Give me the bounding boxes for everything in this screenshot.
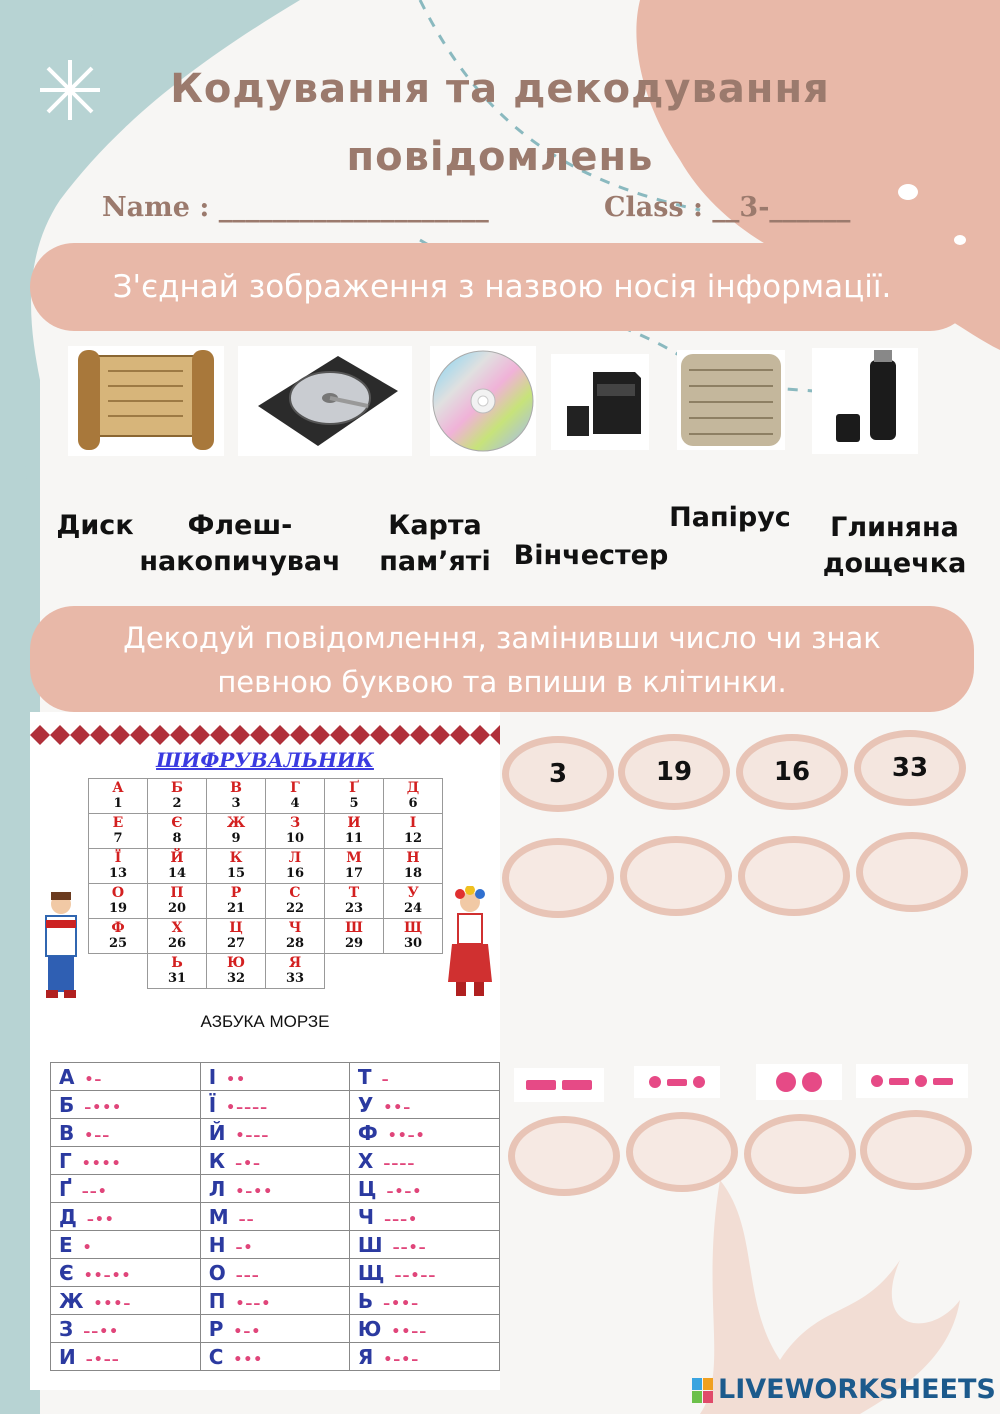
morse-letter: Ю <box>357 1316 382 1341</box>
cipher-cell <box>207 849 266 884</box>
dot-mark <box>649 1076 661 1088</box>
number-oval-1: 3 <box>502 736 614 812</box>
morse-letter: Щ <box>357 1260 385 1285</box>
cipher-letter: Н <box>406 850 420 866</box>
number-oval-4: 33 <box>854 730 966 806</box>
cipher-letter: Р <box>230 885 242 901</box>
morse-row <box>51 1259 500 1287</box>
morse-row <box>51 1063 500 1091</box>
morse-cell <box>51 1175 201 1203</box>
morse-cell <box>51 1231 201 1259</box>
cipher-empty-cell <box>384 954 443 989</box>
cipher-letter: Е <box>112 815 124 831</box>
cipher-row <box>89 779 443 814</box>
morse-code: –––– <box>383 1155 416 1172</box>
cipher-cell <box>207 919 266 954</box>
cipher-number: 2 <box>172 796 182 811</box>
cipher-number: 6 <box>408 796 418 811</box>
cipher-cell <box>384 849 443 884</box>
morse-letter: С <box>208 1344 224 1369</box>
cipher-cell <box>325 779 384 814</box>
cipher-letter: Щ <box>403 920 423 936</box>
cipher-number: 32 <box>226 971 246 986</box>
cipher-number: 16 <box>285 866 305 881</box>
morse-letter: Е <box>59 1232 73 1257</box>
morse-letter: В <box>59 1120 75 1145</box>
task2-banner <box>30 606 974 712</box>
cipher-cell <box>89 884 148 919</box>
scroll-icon[interactable] <box>68 346 224 456</box>
dash-mark <box>667 1079 687 1086</box>
morse-cell <box>349 1147 499 1175</box>
dot-mark <box>693 1076 705 1088</box>
morse-letter: З <box>59 1316 74 1341</box>
cipher-number: 14 <box>167 866 187 881</box>
cipher-letter: Ю <box>226 955 246 971</box>
morse-code: ••• <box>233 1351 264 1368</box>
morse-code: ––•• <box>83 1323 120 1340</box>
morse-code: •••• <box>81 1155 122 1172</box>
dot-mark <box>802 1072 822 1092</box>
cipher-letter: О <box>111 885 125 901</box>
morse-letter: Ф <box>357 1120 378 1145</box>
morse-cell <box>51 1287 201 1315</box>
task1-banner: З'єднай зображення з назвою носія інформації. <box>30 243 974 331</box>
label-papyrus[interactable]: Папірус <box>669 502 791 533</box>
cipher-letter: Я <box>288 955 302 971</box>
morse-cell <box>349 1203 499 1231</box>
cipher-letter: Є <box>171 815 183 831</box>
morse-code: •–•– <box>383 1351 420 1368</box>
task2-line1: Декодуй повідомлення, замінивши число чи знак <box>123 621 881 655</box>
cipher-cell <box>207 779 266 814</box>
cipher-letter: Й <box>170 850 184 866</box>
cipher-empty-cell <box>89 954 148 989</box>
morse-cell <box>200 1231 349 1259</box>
morse-code: •• <box>226 1071 247 1088</box>
cipher-number: 28 <box>285 936 305 951</box>
morse-code: –•– <box>235 1155 262 1172</box>
cipher-cell <box>266 814 325 849</box>
morse-cell <box>200 1175 349 1203</box>
morse-code: •••– <box>93 1295 132 1312</box>
cipher-cell <box>325 884 384 919</box>
morse-letter: Ґ <box>59 1176 72 1201</box>
cipher-letter: В <box>230 780 242 796</box>
dot-mark <box>915 1075 927 1087</box>
morse-code: •––– <box>235 1127 270 1144</box>
morse-cell <box>349 1091 499 1119</box>
morse-row <box>51 1119 500 1147</box>
cipher-row <box>89 954 443 989</box>
morse-cell <box>200 1063 349 1091</box>
cipher-cell <box>148 814 207 849</box>
morse-cell <box>51 1147 201 1175</box>
morse-row <box>51 1315 500 1343</box>
morse-answer-input-1[interactable] <box>508 1116 620 1196</box>
dash-mark <box>562 1080 592 1090</box>
morse-letter: І <box>208 1064 217 1089</box>
cipher-cell <box>384 919 443 954</box>
cipher-letter: Ї <box>114 850 122 866</box>
cipher-number: 15 <box>226 866 246 881</box>
cipher-cell <box>207 954 266 989</box>
morse-letter: И <box>59 1344 76 1369</box>
morse-letter: М <box>208 1204 229 1229</box>
morse-cell <box>200 1147 349 1175</box>
cipher-row <box>89 814 443 849</box>
cipher-cell <box>148 954 207 989</box>
morse-code: •–•• <box>235 1183 274 1200</box>
cipher-cell <box>148 919 207 954</box>
cipher-cell <box>89 919 148 954</box>
cipher-letter: М <box>346 850 362 866</box>
cipher-letter: К <box>229 850 243 866</box>
morse-row <box>51 1091 500 1119</box>
cipher-cell <box>266 849 325 884</box>
morse-cell <box>200 1119 349 1147</box>
label-clay[interactable]: Глиняна дощечка <box>822 512 967 579</box>
cipher-number: 22 <box>285 901 305 916</box>
cipher-number: 10 <box>285 831 305 846</box>
morse-code: –• <box>235 1239 254 1256</box>
morse-panel <box>30 1000 500 1390</box>
morse-letter: К <box>208 1148 226 1173</box>
morse-letter: Г <box>59 1148 72 1173</box>
morse-code: –••– <box>383 1295 420 1312</box>
label-hdd[interactable]: Вінчестер <box>513 540 669 571</box>
morse-cell <box>349 1119 499 1147</box>
cipher-number: 18 <box>403 866 423 881</box>
morse-table <box>50 1062 500 1371</box>
cipher-cell <box>266 954 325 989</box>
morse-symbol-2 <box>634 1066 720 1098</box>
morse-code: –––• <box>384 1211 419 1228</box>
cipher-number: 4 <box>290 796 300 811</box>
morse-code: –•–• <box>386 1183 423 1200</box>
morse-symbol-4 <box>856 1064 968 1098</box>
cipher-letter: У <box>407 885 419 901</box>
cipher-cell <box>325 849 384 884</box>
cipher-row <box>89 849 443 884</box>
morse-code: –•• <box>86 1211 115 1228</box>
morse-letter: Р <box>208 1316 224 1341</box>
morse-row <box>51 1231 500 1259</box>
morse-answer-input-2[interactable] <box>626 1112 738 1192</box>
cipher-letter: Г <box>290 780 300 796</box>
morse-code: •–– <box>84 1127 111 1144</box>
cipher-number: 12 <box>403 831 423 846</box>
morse-code: •–• <box>233 1323 262 1340</box>
cipher-letter: Ґ <box>349 780 359 796</box>
morse-symbol-3 <box>756 1064 842 1100</box>
morse-code: ––• <box>81 1183 108 1200</box>
cipher-row <box>89 919 443 954</box>
cipher-cell <box>384 779 443 814</box>
cipher-letter: Д <box>406 780 420 796</box>
cipher-cell <box>384 884 443 919</box>
morse-cell <box>51 1343 201 1371</box>
cipher-number: 19 <box>108 901 128 916</box>
morse-letter: Б <box>59 1092 75 1117</box>
cipher-table <box>88 778 443 989</box>
cipher-number: 17 <box>344 866 364 881</box>
morse-letter: Є <box>59 1260 74 1285</box>
dash-mark <box>889 1078 909 1085</box>
label-disk[interactable]: Диск <box>56 510 134 541</box>
morse-cell <box>200 1343 349 1371</box>
memory-card-icon[interactable] <box>551 354 649 450</box>
dash-mark <box>933 1078 953 1085</box>
title-line2: повідомлень <box>346 134 654 180</box>
cipher-letter: С <box>289 885 301 901</box>
cipher-cell <box>325 919 384 954</box>
morse-cell <box>200 1259 349 1287</box>
morse-letter: Я <box>357 1344 374 1369</box>
morse-cell <box>51 1315 201 1343</box>
morse-answer-input-3[interactable] <box>744 1114 856 1194</box>
morse-cell <box>349 1231 499 1259</box>
morse-letter: П <box>208 1288 226 1313</box>
morse-letter: Й <box>208 1120 226 1145</box>
cipher-cell <box>266 779 325 814</box>
morse-letter: Н <box>208 1232 226 1257</box>
cipher-number: 9 <box>231 831 241 846</box>
cipher-letter: І <box>409 815 417 831</box>
cipher-row <box>89 884 443 919</box>
morse-symbol-1 <box>514 1068 604 1102</box>
cipher-number: 30 <box>403 936 423 951</box>
cipher-letter: Ж <box>226 815 246 831</box>
cd-icon[interactable] <box>430 346 536 456</box>
girl-figure-icon <box>440 886 500 1002</box>
class-field[interactable]: Class : __3-______ <box>604 192 851 223</box>
morse-cell <box>349 1175 499 1203</box>
morse-row <box>51 1147 500 1175</box>
cipher-number: 31 <box>167 971 187 986</box>
morse-cell <box>51 1091 201 1119</box>
cipher-cell <box>89 814 148 849</box>
morse-cell <box>349 1259 499 1287</box>
morse-letter: Х <box>357 1148 374 1173</box>
cipher-number: 24 <box>403 901 423 916</box>
cipher-number: 3 <box>231 796 241 811</box>
dot-mark <box>871 1075 883 1087</box>
cipher-letter: П <box>170 885 184 901</box>
morse-row <box>51 1287 500 1315</box>
cipher-letter: Т <box>348 885 360 901</box>
hard-drive-icon[interactable] <box>238 346 412 456</box>
morse-row <box>51 1203 500 1231</box>
dot-mark <box>776 1072 796 1092</box>
cipher-number: 1 <box>113 796 123 811</box>
number-oval-3: 16 <box>736 734 848 810</box>
cipher-number: 26 <box>167 936 187 951</box>
morse-letter: Ш <box>357 1232 383 1257</box>
morse-code: •–––– <box>226 1099 269 1116</box>
cipher-number: 23 <box>344 901 364 916</box>
morse-letter: Ц <box>357 1176 377 1201</box>
cipher-letter: З <box>289 815 301 831</box>
cipher-letter: Ц <box>229 920 243 936</box>
morse-cell <box>349 1315 499 1343</box>
morse-code: ••– <box>383 1099 412 1116</box>
cipher-cell <box>148 779 207 814</box>
cipher-letter: Б <box>171 780 183 796</box>
morse-letter: Ж <box>59 1288 84 1313</box>
cipher-number: 7 <box>113 831 123 846</box>
clay-tablet-icon[interactable] <box>677 350 785 450</box>
cipher-number: 27 <box>226 936 246 951</box>
cipher-number: 25 <box>108 936 128 951</box>
liveworksheets-logo-icon <box>692 1378 714 1404</box>
morse-code: ••–• <box>387 1127 426 1144</box>
label-memory-card[interactable]: Карта пам’яті <box>379 510 491 577</box>
morse-title: АЗБУКА МОРЗЕ <box>200 1012 330 1031</box>
morse-letter: Ї <box>208 1092 217 1117</box>
dash-mark <box>526 1080 556 1090</box>
cipher-number: 8 <box>172 831 182 846</box>
label-flash[interactable]: Флеш- накопичувач <box>139 510 341 577</box>
cipher-title: ШИФРУВАЛЬНИК <box>156 748 374 772</box>
morse-code: •– <box>84 1071 103 1088</box>
cipher-number: 29 <box>344 936 364 951</box>
morse-cell <box>200 1315 349 1343</box>
morse-letter: О <box>208 1260 226 1285</box>
morse-cell <box>349 1287 499 1315</box>
cipher-panel <box>30 712 500 1002</box>
morse-code: –••• <box>84 1099 123 1116</box>
cipher-cell <box>384 814 443 849</box>
morse-cell <box>51 1119 201 1147</box>
task2-line2: певною буквою та впиши в клітинки. <box>217 665 787 699</box>
morse-cell <box>51 1259 201 1287</box>
cipher-letter: Ь <box>171 955 183 971</box>
answer-input-4[interactable] <box>856 832 968 912</box>
cipher-number: 5 <box>349 796 359 811</box>
cipher-number: 21 <box>226 901 246 916</box>
cipher-letter: Ш <box>345 920 363 936</box>
morse-code: • <box>82 1239 93 1256</box>
cipher-cell <box>148 884 207 919</box>
cipher-cell <box>207 884 266 919</box>
morse-letter: А <box>59 1064 75 1089</box>
morse-letter: Л <box>208 1176 226 1201</box>
cipher-cell <box>325 814 384 849</box>
cipher-number: 33 <box>285 971 305 986</box>
title-line1: Кодування та декодування <box>170 66 830 112</box>
morse-letter: Ч <box>357 1204 375 1229</box>
morse-code: ••–•• <box>83 1267 132 1284</box>
morse-cell <box>349 1343 499 1371</box>
morse-answer-input-4[interactable] <box>860 1110 972 1190</box>
morse-row <box>51 1343 500 1371</box>
name-field[interactable]: Name : ____________________ <box>102 192 489 223</box>
liveworksheets-logo[interactable]: LIVEWORKSHEETS <box>718 1374 996 1405</box>
morse-cell <box>200 1287 349 1315</box>
boy-figure-icon <box>32 890 90 1002</box>
cipher-letter: Л <box>288 850 302 866</box>
cipher-cell <box>266 884 325 919</box>
cipher-number: 11 <box>344 831 364 846</box>
morse-code: ••–– <box>391 1323 428 1340</box>
morse-letter: Ь <box>357 1288 374 1313</box>
cipher-letter: Ф <box>111 920 125 936</box>
morse-row <box>51 1175 500 1203</box>
morse-cell <box>200 1091 349 1119</box>
morse-letter: Д <box>59 1204 77 1229</box>
cipher-letter: Х <box>171 920 183 936</box>
morse-letter: Т <box>357 1064 372 1089</box>
morse-cell <box>51 1203 201 1231</box>
cipher-cell <box>148 849 207 884</box>
morse-cell <box>349 1063 499 1091</box>
cipher-letter: А <box>112 780 124 796</box>
answer-input-3[interactable] <box>738 836 850 916</box>
morse-cell <box>200 1203 349 1231</box>
morse-code: – <box>381 1071 390 1088</box>
cipher-cell <box>207 814 266 849</box>
cipher-cell <box>89 849 148 884</box>
morse-code: ––– <box>235 1267 260 1284</box>
cipher-number: 13 <box>108 866 128 881</box>
cipher-letter: Ч <box>288 920 302 936</box>
answer-input-2[interactable] <box>620 836 732 916</box>
cipher-letter: И <box>347 815 361 831</box>
morse-cell <box>51 1063 201 1091</box>
morse-code: •––• <box>235 1295 272 1312</box>
cipher-number: 20 <box>167 901 187 916</box>
morse-code: ––•– <box>392 1239 427 1256</box>
cipher-cell <box>89 779 148 814</box>
ornament-border <box>30 720 500 750</box>
morse-code: ––•–– <box>394 1267 437 1284</box>
usb-flash-icon[interactable] <box>812 348 918 454</box>
answer-input-1[interactable] <box>502 838 614 918</box>
number-oval-2: 19 <box>618 734 730 810</box>
cipher-cell <box>266 919 325 954</box>
cipher-empty-cell <box>325 954 384 989</box>
morse-code: –– <box>238 1211 255 1228</box>
morse-code: –•–– <box>85 1351 120 1368</box>
morse-letter: У <box>357 1092 374 1117</box>
